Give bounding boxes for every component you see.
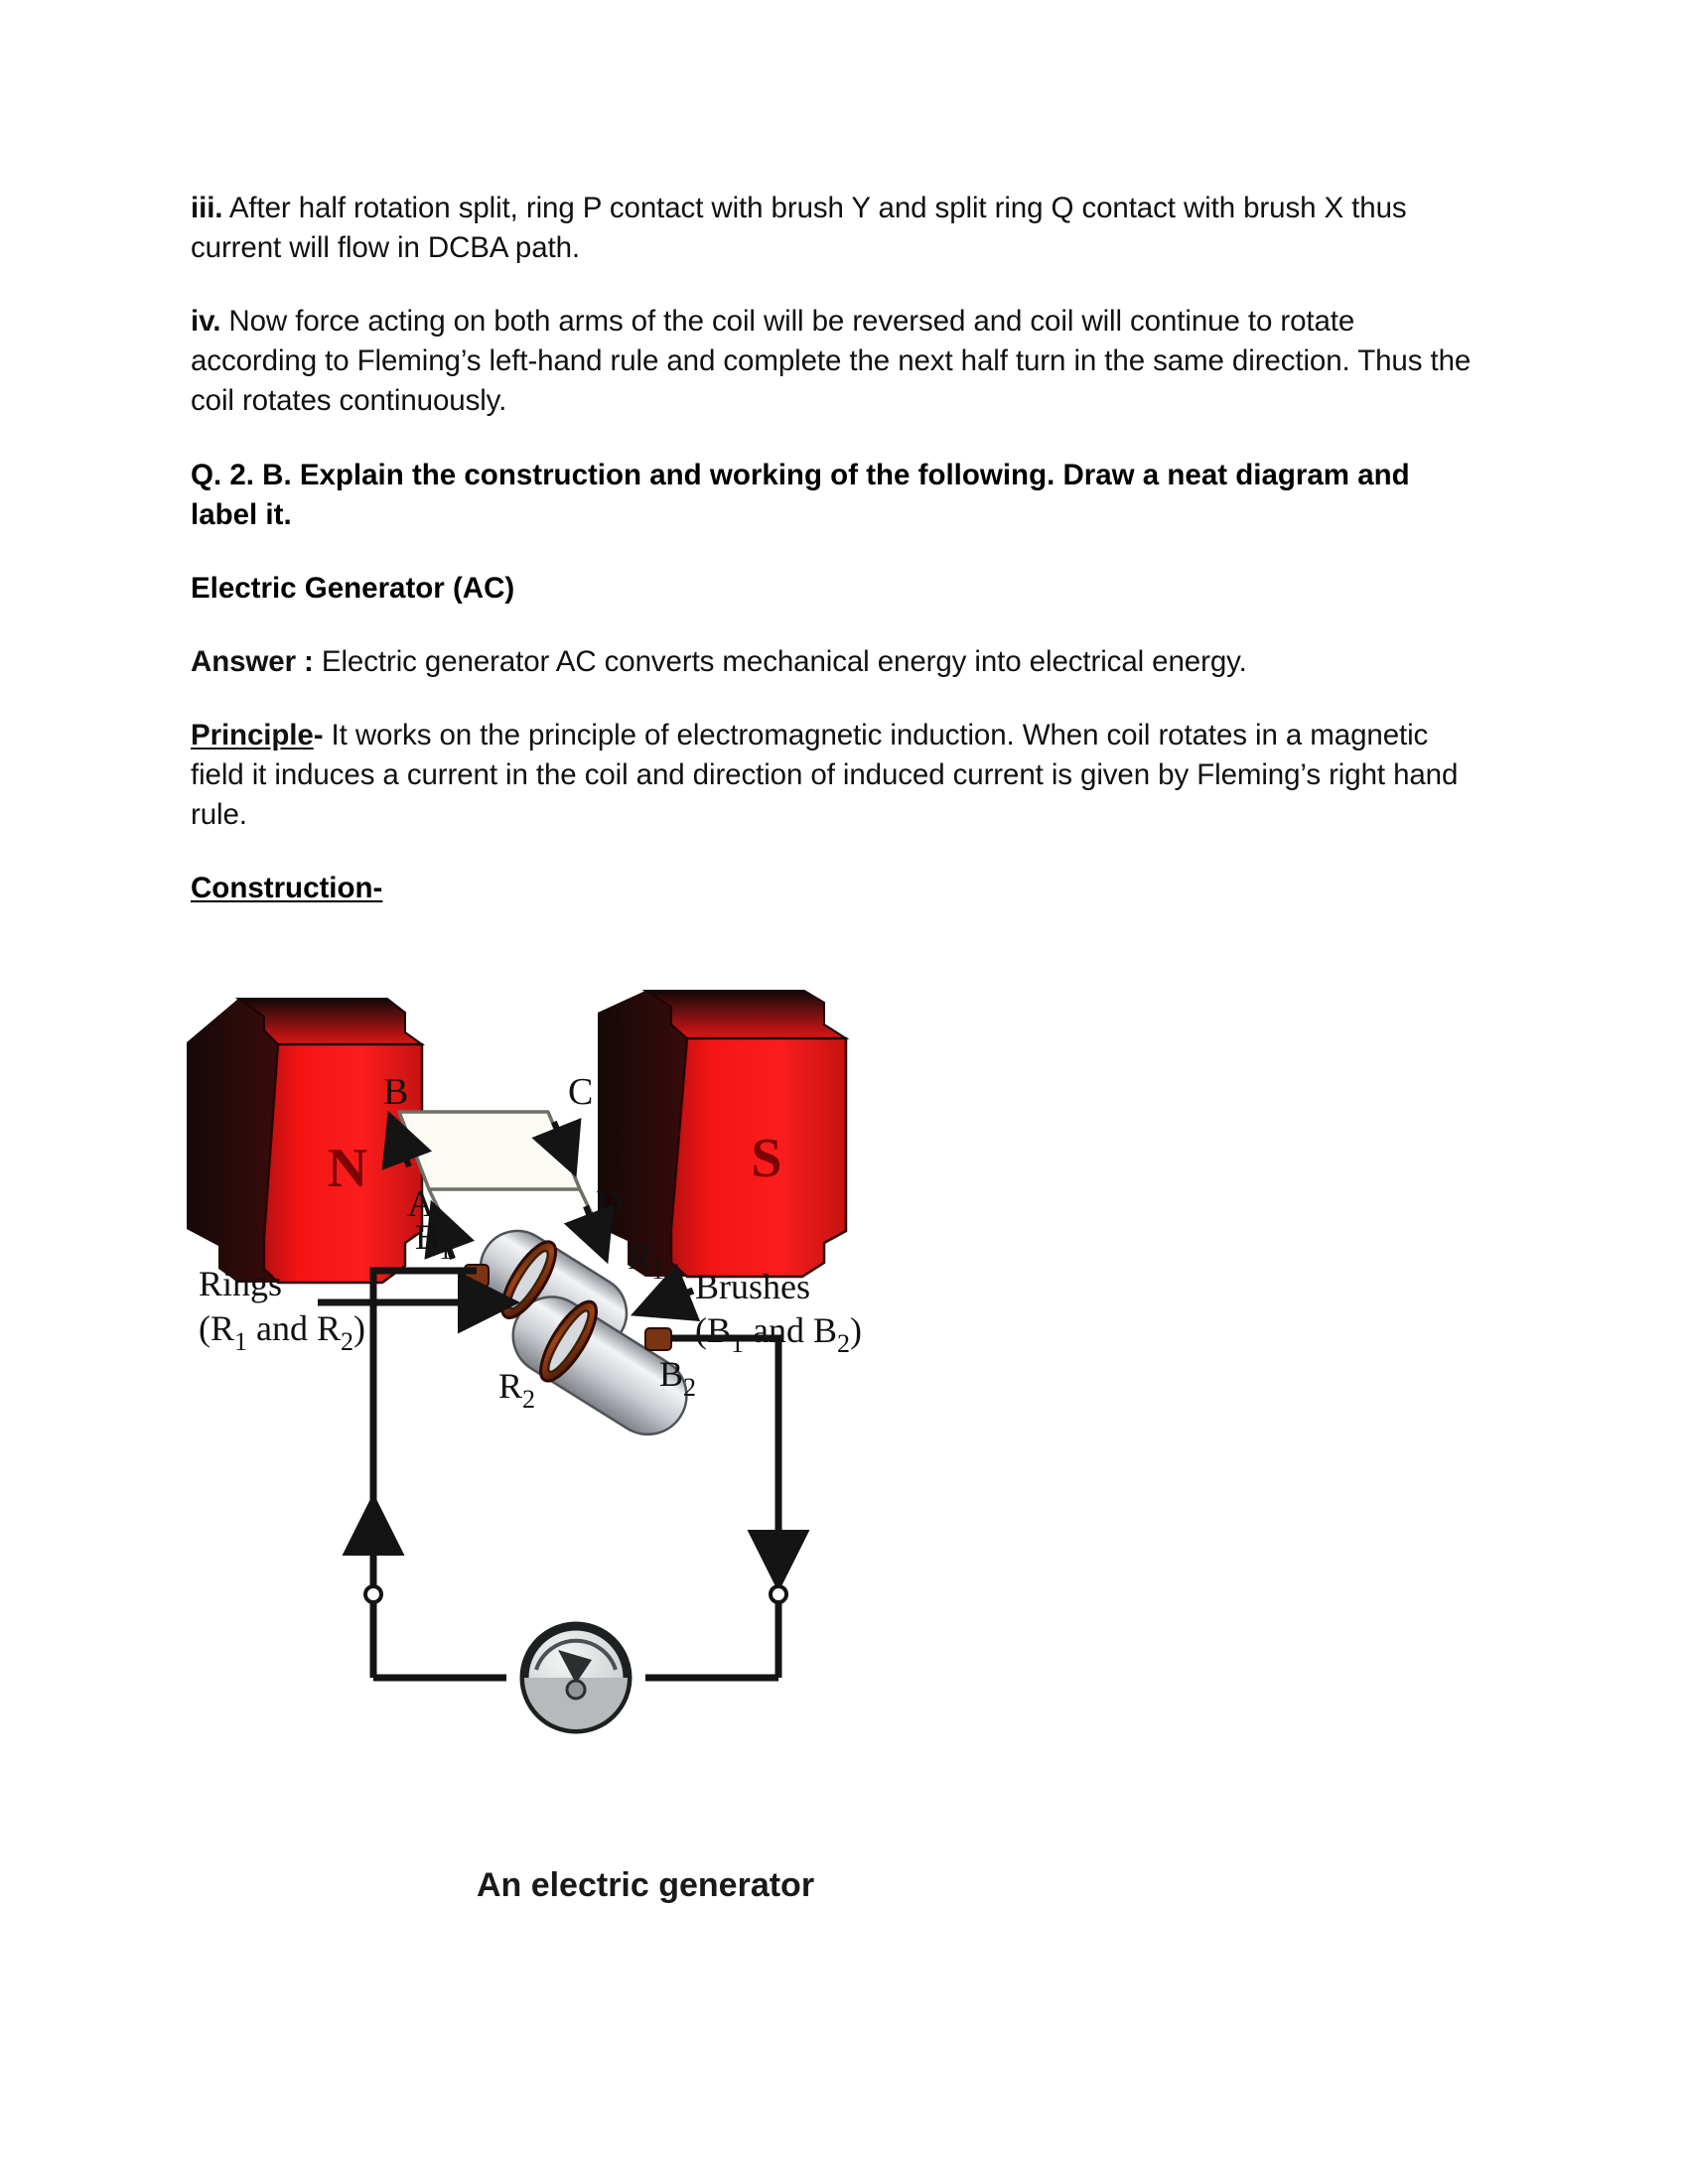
- construction-heading: [191, 869, 1481, 908]
- brushes-callout-arrow: [643, 1291, 693, 1310]
- electric-generator-diagram: [179, 983, 1172, 1936]
- ring1-label-base: R: [628, 1237, 652, 1277]
- topic-heading: Electric Generator (AC): [191, 571, 515, 605]
- rings-callout-line1: Rings: [199, 1264, 283, 1303]
- construction-heading-label: Construction-: [191, 872, 383, 905]
- brush1-label-sub: 1: [439, 1236, 453, 1265]
- brush-contact-b2: [645, 1328, 671, 1350]
- magnet-north: [187, 999, 422, 1283]
- coil-label-b: B: [383, 1071, 409, 1113]
- figure-caption: An electric generator: [476, 1866, 815, 1904]
- text-content: [191, 189, 1481, 942]
- brushes-callout-line1: Brushes: [695, 1267, 810, 1306]
- brushes-callout-sub2: 2: [837, 1329, 850, 1358]
- ring2-label-base: R: [498, 1366, 523, 1406]
- brushes-callout: [643, 1267, 862, 1358]
- rings-callout-post: ): [353, 1308, 365, 1348]
- svg-text:R2: [498, 1366, 535, 1414]
- brushes-callout-mid: and B: [744, 1310, 837, 1350]
- paragraph-body-iii: After half rotation split, ring P contact with brush Y and split ring Q contact with brush X thus current will flow in DCBA path.: [191, 192, 1407, 265]
- magnet-south-pole-label: S: [751, 1128, 782, 1189]
- paragraph-point-iii: [191, 189, 1481, 268]
- principle-lead: Principle: [191, 718, 314, 751]
- brushes-callout-pre: (B: [695, 1310, 731, 1350]
- answer-lead: Answer :: [191, 644, 314, 678]
- brush2-label-base: B: [659, 1354, 684, 1394]
- magnet-south: [598, 991, 846, 1277]
- principle-lead-suffix: -: [313, 718, 324, 751]
- paragraph-lead-iii: iii.: [191, 192, 223, 224]
- coil-label-c: C: [568, 1071, 594, 1113]
- galvanometer: [524, 1626, 628, 1729]
- rings-callout-mid: and R: [247, 1308, 341, 1348]
- brushes-callout-post: ): [850, 1310, 862, 1350]
- rings-callout-line2: [199, 1308, 365, 1356]
- coil-label-a: A: [407, 1183, 435, 1225]
- paragraph-point-iv: [191, 302, 1481, 421]
- circuit-current-arrows: [373, 1507, 778, 1578]
- answer-paragraph: [191, 642, 1481, 682]
- magnet-north-pole-label: N: [327, 1138, 368, 1199]
- question-heading: Q. 2. B. Explain the construction and working of the following. Draw a neat diagram and label it.: [191, 458, 1410, 531]
- rings-callout-sub2: 2: [341, 1327, 353, 1356]
- brush1-label-base: B: [415, 1217, 440, 1257]
- answer-body: Electric generator AC converts mechanical energy into electrical energy.: [313, 644, 1247, 678]
- coil-label-d: D: [596, 1183, 624, 1225]
- ring2-label-sub: 2: [522, 1385, 536, 1414]
- ring1-label-sub: 1: [651, 1256, 665, 1285]
- paragraph-lead-iv: iv.: [191, 305, 221, 339]
- paragraph-body-iv: Now force acting on both arms of the coil will be reversed and coil will continue to rotate according to Fleming’s left-hand rule and complete the next half turn in the same direction. Thus the coil rotates continuously.: [191, 305, 1472, 418]
- rings-callout-sub1: 1: [234, 1327, 247, 1356]
- rings-callout-pre: (R: [199, 1308, 234, 1348]
- principle-paragraph: [191, 716, 1481, 835]
- principle-body: It works on the principle of electromagnetic induction. When coil rotates in a magnetic field it induces a current in the coil and direction of induced current is given by Fleming’s right hand rule.: [191, 718, 1459, 832]
- brush2-label-sub: 2: [683, 1373, 697, 1402]
- terminal-right: [771, 1586, 786, 1602]
- terminal-left: [365, 1586, 381, 1602]
- brushes-callout-sub1: 1: [731, 1329, 744, 1358]
